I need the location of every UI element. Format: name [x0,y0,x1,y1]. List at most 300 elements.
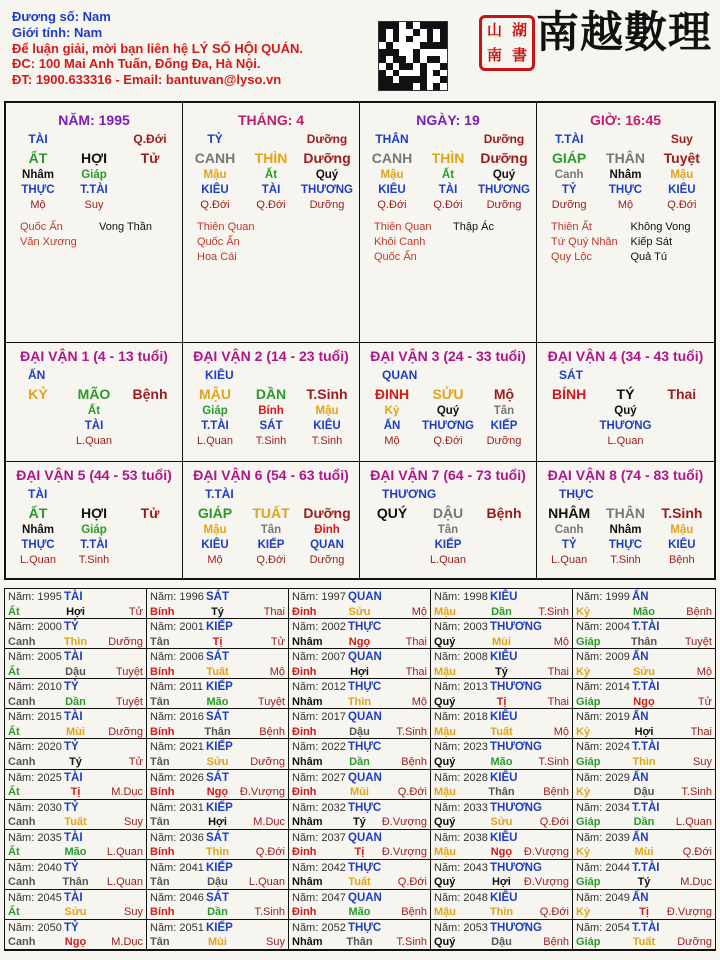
dai-van-hidden-gods [541,538,710,553]
pillar-ten-god-cell: TÀI [28,132,48,146]
dai-van-hidden-stems-cell: Kỷ [384,405,400,417]
year-pillar [150,785,285,800]
year-ten-god: THỰC [348,861,382,874]
year-header [150,801,285,816]
year-stem: Nhâm [292,635,323,648]
year-life-stage: Bệnh [543,936,569,949]
pillar-life-stage-cell: Mộ [30,199,46,211]
year-ten-god: TỶ [64,921,79,934]
pillar-1 [6,103,183,343]
star-good: Văn Xương [20,236,77,248]
dai-van-stem-branch [364,384,532,404]
dai-van-ten-god: T.TÀI [205,487,234,501]
year-stem: Canh [8,695,36,708]
dai-van-life-stage-cell: L.Quan [429,554,467,566]
year-stem: Canh [8,635,36,648]
year-stem: Kỷ [576,786,591,798]
pillar-hidden-gods-cell: KIÊU [668,184,696,196]
pillar-hidden-gods [10,183,178,198]
year-header [576,771,712,786]
year-ten-god: SÁT [206,651,229,664]
year-cell [289,890,431,920]
year-pillar [576,875,712,890]
year-pillar [150,695,285,710]
year-branch: Mùi [66,725,85,738]
year-ten-god: KIẾP [206,681,233,694]
dai-van-life-stage-cell: T.Sinh [255,435,287,447]
dai-van-life-stage-cell: Bệnh [668,554,695,566]
year-stem: Ất [8,846,20,859]
year-header [8,620,143,635]
year-label: Năm: 2034 [576,801,630,814]
year-branch: Mão [348,906,371,919]
year-ten-god: TÀI [64,591,83,603]
year-life-stage: T.Sinh [681,786,712,798]
year-pillar [292,755,427,770]
dai-van-hidden-gods-cell [541,419,597,434]
dai-van-stem-branch-cell: Mộ [493,386,515,402]
year-life-stage: Q.Đới [397,876,427,889]
year-cell [573,679,715,709]
year-ten-god: THƯƠNG [490,741,542,754]
year-branch: Hợi [350,665,369,678]
dai-van-hidden-stems [187,404,355,419]
year-branch: Thìn [632,755,656,768]
year-cell [5,709,147,739]
year-life-stage: Đ.Vượng [523,876,569,889]
year-branch: Tý [495,665,508,678]
year-cell [431,890,573,920]
pillar-hidden-gods-cell: THƯƠNG [301,184,353,196]
year-label: Năm: 2011 [150,681,203,694]
dai-van-hidden-gods [364,538,532,553]
pillar-hidden-stems [364,168,532,183]
dai-van-hidden-gods-cell: KIẾP [434,539,462,551]
year-branch: Tị [212,635,223,648]
year-stem: Bính [150,665,175,678]
year-life-stage: Q.Đới [255,846,285,859]
year-life-stage: Suy [124,906,143,919]
dai-van-hidden-stems-cell: Quý [614,405,637,417]
year-branch: Tý [637,876,651,889]
stamp-glyph: 山 [486,21,502,39]
year-pillar [576,725,712,740]
dai-van-life-stage [364,553,532,567]
dai-van-hidden-stems-cell: Mậu [203,524,227,536]
year-label: Năm: 2035 [8,831,62,844]
year-header [8,801,143,816]
dai-van-ten-god: KIÊU [205,368,234,382]
pillar-stars [187,220,355,265]
pillar-2 [183,103,360,343]
year-label: Năm: 2038 [434,831,488,844]
year-label: Năm: 2049 [576,891,630,904]
year-label: Năm: 2028 [434,771,488,784]
stamp-glyph: 書 [511,46,527,64]
year-header [150,861,285,876]
year-label: Năm: 2010 [8,681,62,694]
year-pillar [8,905,143,920]
year-header [150,740,285,755]
pillar-stem-branch [187,148,355,168]
year-branch: Mão [64,846,87,859]
year-cell [431,679,573,709]
year-cell [147,860,289,890]
year-life-stage: L.Quan [248,876,285,889]
year-label: Năm: 2046 [150,891,204,904]
year-ten-god: TÀI [64,891,83,904]
pillar-ten-god [541,131,710,148]
pillar-ten-god-cell: T.TÀI [554,132,584,146]
year-label: Năm: 1998 [434,591,488,603]
year-life-stage: T.Sinh [538,755,569,768]
year-branch: Ngọ [490,846,513,859]
year-cell [147,649,289,679]
year-header [8,831,143,846]
year-ten-god: KIẾP [206,741,233,754]
year-label: Năm: 2033 [434,801,488,814]
year-pillar [8,635,143,650]
year-cell [5,920,147,950]
dai-van-life-stage-cell: L.Quan [75,435,113,447]
year-cell [289,619,431,649]
year-life-stage: Thai [547,695,569,708]
year-cell [431,739,573,769]
year-life-stage: Suy [693,755,712,768]
year-branch: Tuất [490,725,513,738]
year-branch: Mão [206,695,229,708]
pillar-ten-god [364,131,532,148]
dai-van-title: ĐẠI VẬN 8 (74 - 83 tuổi) [547,467,704,483]
year-label: Năm: 2025 [8,771,62,784]
year-pillar [434,755,569,770]
dai-van-stem-branch-cell: THÂN [606,505,645,521]
stars-left [374,220,453,265]
year-cell [431,920,573,950]
year-ten-god: T.TÀI [632,801,660,814]
year-pillar [292,695,427,710]
dai-van-stem-branch-cell: QUÝ [376,505,408,521]
pillar-stem-branch-cell: CANH [371,150,413,166]
year-branch: Thân [204,725,231,738]
year-cell [147,679,289,709]
seal-stamp [479,15,535,71]
pillar-ten-god [10,131,178,148]
dai-van-hidden-stems-cell: Nhâm [22,524,54,536]
dai-van-hidden-stems-cell: Canh [554,524,584,536]
year-life-stage: Q.Đới [539,816,569,829]
star-good: Tứ Quý Nhân [551,236,618,248]
star-good: Quốc Ấn [20,221,63,233]
dai-van-stem-branch-cell: DẬU [432,505,464,521]
year-header [576,801,712,816]
year-ten-god: THỰC [348,621,382,634]
dai-van-4 [537,343,714,462]
dai-van-hidden-gods-cell: TỶ [561,539,577,551]
year-life-stage: Đ.Vượng [523,846,569,859]
year-ten-god: KIẾP [206,621,233,634]
year-pillar [292,875,427,890]
year-stem: Bính [150,846,175,859]
year-label: Năm: 2047 [292,891,346,904]
dai-van-hidden-stems-cell [654,404,710,419]
dai-van-stem-branch-cell: ẤT [28,505,48,521]
dai-van-life-stage-cell: L.Quan [607,435,644,447]
dai-van-hidden-stems [364,404,532,419]
year-label: Năm: 1995 [8,591,62,603]
year-life-stage: Mộ [553,635,569,648]
gender-line: Giới tính: Nam [12,24,103,40]
year-cell [289,679,431,709]
stars-right [99,220,178,250]
year-life-stage: Đ.Vượng [239,786,285,798]
year-branch: Dậu [633,786,655,798]
year-ten-god: TÀI [64,651,83,664]
dai-van-stem-branch-cell: TÝ [616,386,635,402]
year-cell [573,860,715,890]
dai-van-ten-god: QUAN [382,368,418,382]
dai-van-stem-branch-cell: Tử [140,505,160,521]
year-header [434,861,569,876]
year-life-stage: M.Dục [253,816,285,829]
year-life-stage: Dưỡng [108,725,143,738]
pillar-ten-god-cell [243,131,299,148]
year-label: Năm: 2008 [434,651,488,664]
year-pillar [8,605,143,620]
pillar-hidden-stems-cell: Giáp [81,169,107,181]
year-label: Năm: 2027 [292,771,346,784]
year-label: Năm: 2019 [576,711,630,724]
star-good: Thiên Ất [551,221,592,233]
year-cell [431,589,573,619]
dai-van-stem-branch-cell: MÃO [77,386,111,402]
year-ten-god: TỶ [64,621,79,634]
year-stem: Giáp [576,816,601,829]
dai-van-life-stage-cell: L.Quan [19,554,57,566]
pillar-stem-branch-cell: Tuyệt [663,150,700,166]
year-branch: Dậu [349,725,370,738]
dai-van-hidden-gods [10,419,178,434]
stars-left [20,220,99,250]
year-pillar [576,905,712,920]
year-label: Năm: 2017 [292,711,346,724]
year-pillar [434,695,569,710]
year-label: Năm: 2052 [292,921,346,934]
year-stem: Đinh [292,605,317,618]
year-ten-god: T.TÀI [632,621,660,634]
pillar-hidden-gods-cell: KIÊU [201,184,229,196]
year-pillar [8,785,143,800]
year-ten-god: T.TÀI [632,681,660,694]
year-stem: Ất [8,665,20,678]
year-cell [573,739,715,769]
pillar-ten-god-cell: Dưỡng [483,132,525,146]
year-ten-god: ẤN [632,591,649,603]
year-ten-god: THƯƠNG [490,861,542,874]
year-pillar [150,935,285,950]
year-ten-god: KIÊU [490,651,518,664]
year-pillar [576,815,712,830]
year-stem: Ất [8,786,20,798]
dai-van-hidden-gods-cell: ẤN [383,420,401,432]
year-header [576,861,712,876]
year-cell [289,739,431,769]
year-header [8,771,143,786]
year-header [8,740,143,755]
year-pillar [292,635,427,650]
pillar-hidden-gods-cell: THỰC [608,184,643,196]
phone-email-line[interactable]: ĐT: 1900.633316 - Email: bantuvan@lyso.vn [12,72,282,88]
dai-van-hidden-gods-cell: TÀI [84,420,104,432]
year-cell [431,709,573,739]
year-label: Năm: 2032 [292,801,346,814]
dai-van-hidden-gods [364,419,532,434]
year-pillar [8,845,143,860]
year-label: Năm: 2022 [292,741,346,754]
year-header [292,650,427,665]
pillar-hidden-stems-cell: Ất [264,169,278,181]
year-label: Năm: 2000 [8,621,62,634]
year-stem: Ất [8,725,20,738]
star-good: Quốc Ấn [374,251,417,263]
pillar-ten-god-cell [597,131,653,148]
dai-van-stem-branch [364,503,532,523]
year-ten-god: THỰC [348,681,382,694]
dai-van-stem-branch-cell: ĐINH [374,386,410,402]
year-pillar [292,935,427,950]
year-cell [5,860,147,890]
year-header [576,590,712,605]
year-header [8,861,143,876]
year-header [292,740,427,755]
dai-van-stem-branch-cell: Thai [667,386,697,402]
year-cell [5,830,147,860]
year-header [576,831,712,846]
year-life-stage: Dưỡng [250,755,285,768]
year-header [292,680,427,695]
pillar-hidden-gods-cell: THỰC [21,184,55,196]
year-branch: Thìn [489,906,514,919]
dai-van-title: ĐẠI VẬN 2 (14 - 23 tuổi) [193,348,349,364]
year-stem: Bính [150,725,175,738]
year-branch: Tý [352,816,366,829]
dai-van-2 [183,343,360,462]
year-stem: Quý [434,876,456,889]
pillar-life-stage-cell: Q.Đới [433,199,463,211]
year-stem: Đinh [292,786,317,798]
year-header [292,710,427,725]
year-ten-god: TỶ [64,741,79,754]
year-cell [289,920,431,950]
year-pillar [576,935,712,950]
pillar-stars [10,220,178,250]
year-stem: Kỷ [576,846,591,859]
dai-van-hidden-stems-cell: Giáp [81,524,107,536]
year-life-stage: Bệnh [543,786,569,798]
pillar-hidden-gods [364,183,532,198]
year-ten-god: QUAN [348,651,382,664]
year-pillar [150,605,285,620]
year-ten-god: KIÊU [490,591,518,603]
year-cell [5,619,147,649]
year-branch: Thìn [205,846,230,859]
year-label: Năm: 2015 [8,711,62,724]
year-life-stage: Tử [697,695,712,708]
year-label: Năm: 2001 [150,621,204,634]
year-cell [147,830,289,860]
year-branch: Tý [211,605,224,618]
dai-van-hidden-gods-cell: SÁT [259,420,283,432]
year-branch: Ngọ [348,635,371,648]
year-header [8,710,143,725]
year-header [150,831,285,846]
year-branch: Sửu [348,605,371,618]
year-cell [289,860,431,890]
dai-van-life-stage-cell: Mộ [384,435,400,447]
year-stem: Ất [8,906,20,919]
year-stem: Tân [150,635,170,648]
year-label: Năm: 2014 [576,681,630,694]
dai-van-7 [360,462,537,578]
dai-van-hidden-stems-cell: Mậu [315,405,339,417]
pillar-hidden-gods-cell: TÀI [261,184,281,196]
dai-van-life-stage-cell: T.Sinh [610,554,641,566]
year-stem: Kỷ [576,605,591,618]
year-cell [573,709,715,739]
dai-van-life-stage [541,434,710,448]
pillar-stem-branch [541,148,710,168]
year-branch: Thân [346,936,373,949]
year-cell [289,589,431,619]
year-stem: Canh [8,936,36,949]
dai-van-stem-branch-cell: Bệnh [132,386,168,402]
year-pillar [292,845,427,860]
year-cell [147,739,289,769]
pillar-life-stage [364,198,532,212]
year-branch: Mão [632,605,655,618]
pillar-hidden-stems [10,168,178,183]
year-branch: Dần [207,906,228,919]
year-cell [5,649,147,679]
year-cell [573,589,715,619]
year-cell [289,709,431,739]
year-cell [289,800,431,830]
year-header [434,801,569,816]
year-branch: Mão [490,755,513,768]
year-pillar [150,665,285,680]
year-ten-god: QUAN [348,771,382,784]
year-cell [431,860,573,890]
dai-van-stem-branch-cell: Bệnh [486,505,522,521]
year-stem: Tân [150,816,170,829]
dai-van-hidden-gods-cell: THỰC [608,539,643,551]
dai-van-ten-god: THỰC [559,487,594,501]
year-label: Năm: 2026 [150,771,204,784]
year-life-stage: T.Sinh [396,936,427,949]
year-stem: Mậu [434,786,456,798]
year-pillar [8,695,143,710]
year-life-stage: Bệnh [259,725,285,738]
star-bad: Không Vong [630,221,691,233]
year-branch: Mùi [634,846,654,859]
dai-van-hidden-gods-cell [476,538,532,553]
year-stem: Tân [150,695,170,708]
year-branch: Mùi [350,786,369,798]
year-life-stage: Thai [263,605,285,618]
year-label: Năm: 2036 [150,831,204,844]
qr-code-icon[interactable] [378,21,448,91]
year-branch: Sửu [64,906,87,919]
